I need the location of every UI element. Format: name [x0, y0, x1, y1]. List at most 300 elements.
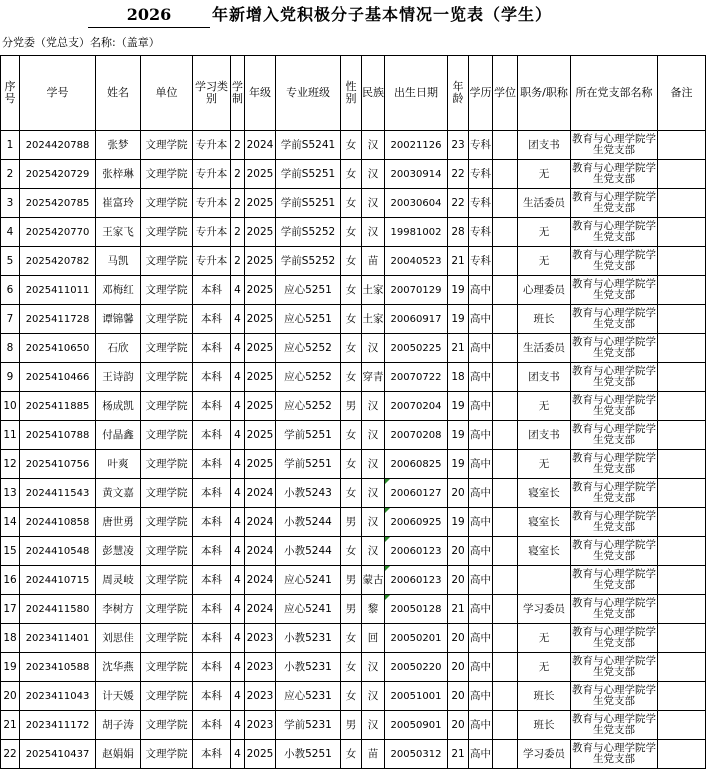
- cell-eth: 汉: [362, 682, 385, 711]
- cell-dob: 20050225: [385, 334, 448, 363]
- cell-edu: 专科: [469, 160, 493, 189]
- cell-grade: 2023: [245, 653, 276, 682]
- cell-branch: 教育与心理学院学生党支部: [571, 160, 658, 189]
- cell-sex: 男: [341, 508, 362, 537]
- table-row: [1, 624, 706, 653]
- cell-no: 2: [1, 160, 20, 189]
- cell-eth: 汉: [362, 392, 385, 421]
- column-header: 姓名: [96, 56, 141, 131]
- cell-name: 张梦: [96, 131, 141, 160]
- cell-cls: 应心5251: [276, 305, 341, 334]
- cell-dob: 20050201: [385, 624, 448, 653]
- cell-type: 本科: [193, 479, 231, 508]
- cell-len: 4: [231, 653, 245, 682]
- cell-cls: 应心5252: [276, 363, 341, 392]
- cell-id: 2025420729: [20, 160, 96, 189]
- cell-age: 19: [448, 421, 469, 450]
- cell-type: 专升本: [193, 247, 231, 276]
- cell-no: 5: [1, 247, 20, 276]
- cell-eth: 汉: [362, 189, 385, 218]
- cell-name: 崔富玲: [96, 189, 141, 218]
- cell-age: 22: [448, 160, 469, 189]
- cell-cls: 学前5251: [276, 421, 341, 450]
- cell-dob: 20060917: [385, 305, 448, 334]
- cell-grade: 2024: [245, 479, 276, 508]
- cell-dob: 20050312: [385, 740, 448, 769]
- column-header: 学号: [20, 56, 96, 131]
- cell-eth: 土家: [362, 276, 385, 305]
- cell-no: 21: [1, 711, 20, 740]
- cell-type: 本科: [193, 334, 231, 363]
- table-row: [1, 479, 706, 508]
- cell-age: 21: [448, 334, 469, 363]
- cell-name: 赵娟娟: [96, 740, 141, 769]
- cell-sex: 男: [341, 392, 362, 421]
- cell-id: 2023411401: [20, 624, 96, 653]
- cell-id: 2024410548: [20, 537, 96, 566]
- cell-edu: 高中: [469, 450, 493, 479]
- cell-age: 20: [448, 624, 469, 653]
- cell-post: 生活委员: [518, 189, 571, 218]
- cell-sex: 女: [341, 682, 362, 711]
- cell-edu: 高中: [469, 682, 493, 711]
- cell-branch: 教育与心理学院学生党支部: [571, 392, 658, 421]
- cell-eth: 汉: [362, 218, 385, 247]
- cell-eth: 汉: [362, 450, 385, 479]
- cell-unit: 文理学院: [141, 334, 193, 363]
- cell-sex: 女: [341, 334, 362, 363]
- cell-grade: 2025: [245, 450, 276, 479]
- table-row: [1, 537, 706, 566]
- cell-sex: 女: [341, 131, 362, 160]
- cell-sex: 男: [341, 595, 362, 624]
- cell-edu: 高中: [469, 479, 493, 508]
- cell-eth: 汉: [362, 711, 385, 740]
- cell-len: 4: [231, 305, 245, 334]
- cell-post: 无: [518, 218, 571, 247]
- cell-cls: 小教5244: [276, 537, 341, 566]
- cell-branch: 教育与心理学院学生党支部: [571, 131, 658, 160]
- cell-cls: 应心5241: [276, 595, 341, 624]
- cell-note: [658, 247, 706, 276]
- cell-no: 7: [1, 305, 20, 334]
- cell-edu: 高中: [469, 305, 493, 334]
- cell-branch: 教育与心理学院学生党支部: [571, 682, 658, 711]
- cell-eth: 苗: [362, 247, 385, 276]
- cell-note: [658, 131, 706, 160]
- cell-no: 10: [1, 392, 20, 421]
- cell-age: 20: [448, 682, 469, 711]
- column-header: 单位: [141, 56, 193, 131]
- cell-type: 专升本: [193, 131, 231, 160]
- cell-type: 本科: [193, 392, 231, 421]
- table-row: [1, 160, 706, 189]
- column-header: 出生日期: [385, 56, 448, 131]
- cell-branch: 教育与心理学院学生党支部: [571, 305, 658, 334]
- cell-no: 17: [1, 595, 20, 624]
- cell-type: 本科: [193, 653, 231, 682]
- cell-name: 石欣: [96, 334, 141, 363]
- cell-no: 18: [1, 624, 20, 653]
- cell-age: 20: [448, 653, 469, 682]
- cell-grade: 2025: [245, 189, 276, 218]
- cell-id: 2025410466: [20, 363, 96, 392]
- cell-edu: 专科: [469, 218, 493, 247]
- cell-id: 2025420785: [20, 189, 96, 218]
- cell-len: 4: [231, 334, 245, 363]
- cell-post: 学习委员: [518, 740, 571, 769]
- cell-dob: 20060925: [385, 508, 448, 537]
- cell-sex: 女: [341, 276, 362, 305]
- cell-id: 2024420788: [20, 131, 96, 160]
- cell-len: 4: [231, 537, 245, 566]
- cell-branch: 教育与心理学院学生党支部: [571, 537, 658, 566]
- cell-id: 2025411728: [20, 305, 96, 334]
- cell-eth: 汉: [362, 160, 385, 189]
- cell-deg: [493, 450, 518, 479]
- cell-id: 2025420770: [20, 218, 96, 247]
- cell-name: 计天媛: [96, 682, 141, 711]
- cell-sex: 女: [341, 421, 362, 450]
- cell-name: 马凯: [96, 247, 141, 276]
- cell-deg: [493, 218, 518, 247]
- cell-age: 23: [448, 131, 469, 160]
- cell-eth: 汉: [362, 537, 385, 566]
- cell-deg: [493, 566, 518, 595]
- table-row: [1, 189, 706, 218]
- cell-branch: 教育与心理学院学生党支部: [571, 450, 658, 479]
- cell-unit: 文理学院: [141, 595, 193, 624]
- cell-cls: 应心5252: [276, 392, 341, 421]
- cell-dob: 20060127: [385, 479, 448, 508]
- table-row: [1, 566, 706, 595]
- cell-unit: 文理学院: [141, 479, 193, 508]
- cell-post: 无: [518, 392, 571, 421]
- cell-no: 12: [1, 450, 20, 479]
- cell-age: 18: [448, 363, 469, 392]
- cell-type: 本科: [193, 740, 231, 769]
- cell-deg: [493, 276, 518, 305]
- column-header: 学历: [469, 56, 493, 131]
- cell-eth: 汉: [362, 421, 385, 450]
- cell-dob: 20051001: [385, 682, 448, 711]
- cell-deg: [493, 740, 518, 769]
- column-header: 年龄: [448, 56, 469, 131]
- cell-deg: [493, 131, 518, 160]
- cell-dob: 20060123: [385, 566, 448, 595]
- table-row: [1, 682, 706, 711]
- cell-unit: 文理学院: [141, 189, 193, 218]
- cell-unit: 文理学院: [141, 624, 193, 653]
- cell-note: [658, 218, 706, 247]
- cell-type: 本科: [193, 595, 231, 624]
- cell-type: 专升本: [193, 160, 231, 189]
- cell-deg: [493, 711, 518, 740]
- cell-age: 19: [448, 305, 469, 334]
- cell-len: 4: [231, 363, 245, 392]
- table-row: [1, 334, 706, 363]
- cell-branch: 教育与心理学院学生党支部: [571, 508, 658, 537]
- table-row: [1, 595, 706, 624]
- cell-len: 4: [231, 479, 245, 508]
- cell-branch: 教育与心理学院学生党支部: [571, 566, 658, 595]
- cell-sex: 男: [341, 711, 362, 740]
- cell-id: 2025410437: [20, 740, 96, 769]
- cell-len: 2: [231, 160, 245, 189]
- cell-grade: 2025: [245, 392, 276, 421]
- cell-unit: 文理学院: [141, 508, 193, 537]
- column-header: 年级: [245, 56, 276, 131]
- cell-unit: 文理学院: [141, 392, 193, 421]
- cell-cls: 应心5231: [276, 682, 341, 711]
- cell-eth: 汉: [362, 508, 385, 537]
- cell-deg: [493, 160, 518, 189]
- table-body: [1, 131, 706, 769]
- cell-type: 本科: [193, 711, 231, 740]
- cell-note: [658, 450, 706, 479]
- cell-note: [658, 479, 706, 508]
- cell-note: [658, 421, 706, 450]
- cell-deg: [493, 247, 518, 276]
- cell-id: 2024411543: [20, 479, 96, 508]
- cell-no: 22: [1, 740, 20, 769]
- cell-note: [658, 682, 706, 711]
- cell-note: [658, 363, 706, 392]
- cell-no: 16: [1, 566, 20, 595]
- cell-branch: 教育与心理学院学生党支部: [571, 276, 658, 305]
- cell-no: 8: [1, 334, 20, 363]
- cell-deg: [493, 392, 518, 421]
- cell-deg: [493, 508, 518, 537]
- cell-len: 4: [231, 392, 245, 421]
- cell-edu: 高中: [469, 276, 493, 305]
- cell-grade: 2023: [245, 624, 276, 653]
- cell-name: 唐世勇: [96, 508, 141, 537]
- cell-dob: 20070204: [385, 392, 448, 421]
- cell-grade: 2025: [245, 276, 276, 305]
- cell-len: 2: [231, 189, 245, 218]
- cell-no: 13: [1, 479, 20, 508]
- cell-edu: 高中: [469, 566, 493, 595]
- cell-post: 寝室长: [518, 508, 571, 537]
- cell-post: 团支书: [518, 421, 571, 450]
- cell-post: 班长: [518, 682, 571, 711]
- cell-cls: 小教5231: [276, 653, 341, 682]
- cell-branch: 教育与心理学院学生党支部: [571, 595, 658, 624]
- cell-note: [658, 624, 706, 653]
- cell-len: 4: [231, 711, 245, 740]
- cell-sex: 女: [341, 160, 362, 189]
- title-row: [0, 0, 712, 33]
- cell-no: 9: [1, 363, 20, 392]
- cell-sex: 女: [341, 537, 362, 566]
- cell-grade: 2025: [245, 218, 276, 247]
- cell-name: 胡子涛: [96, 711, 141, 740]
- table-row: [1, 508, 706, 537]
- cell-type: 本科: [193, 537, 231, 566]
- cell-sex: 女: [341, 305, 362, 334]
- cell-eth: 穿青: [362, 363, 385, 392]
- cell-grade: 2024: [245, 537, 276, 566]
- table-row: [1, 392, 706, 421]
- cell-deg: [493, 363, 518, 392]
- table-row: [1, 421, 706, 450]
- cell-note: [658, 508, 706, 537]
- cell-branch: 教育与心理学院学生党支部: [571, 334, 658, 363]
- cell-post: [518, 566, 571, 595]
- cell-type: 专升本: [193, 218, 231, 247]
- cell-note: [658, 653, 706, 682]
- cell-cls: 学前5231: [276, 711, 341, 740]
- cell-edu: 高中: [469, 334, 493, 363]
- cell-id: 2025411011: [20, 276, 96, 305]
- cell-type: 本科: [193, 421, 231, 450]
- cell-note: [658, 334, 706, 363]
- cell-dob: 20060123: [385, 537, 448, 566]
- cell-len: 4: [231, 508, 245, 537]
- cell-cls: 学前S5251: [276, 189, 341, 218]
- cell-branch: 教育与心理学院学生党支部: [571, 218, 658, 247]
- cell-cls: 学前S5252: [276, 218, 341, 247]
- cell-dob: 20021126: [385, 131, 448, 160]
- column-header: 学位: [493, 56, 518, 131]
- cell-type: 本科: [193, 566, 231, 595]
- table-row: [1, 740, 706, 769]
- cell-sex: 女: [341, 247, 362, 276]
- cell-branch: 教育与心理学院学生党支部: [571, 624, 658, 653]
- cell-name: 张梓琳: [96, 160, 141, 189]
- cell-cls: 小教5231: [276, 624, 341, 653]
- cell-grade: 2025: [245, 421, 276, 450]
- cell-edu: 高中: [469, 653, 493, 682]
- cell-dob: 20050220: [385, 653, 448, 682]
- cell-post: 无: [518, 624, 571, 653]
- cell-cls: 学前S5252: [276, 247, 341, 276]
- cell-deg: [493, 479, 518, 508]
- cell-dob: 20030914: [385, 160, 448, 189]
- cell-dob: 20070129: [385, 276, 448, 305]
- cell-type: 本科: [193, 508, 231, 537]
- member-table: [0, 55, 706, 769]
- cell-len: 2: [231, 247, 245, 276]
- cell-age: 19: [448, 276, 469, 305]
- cell-edu: 高中: [469, 624, 493, 653]
- cell-type: 本科: [193, 305, 231, 334]
- cell-post: 班长: [518, 711, 571, 740]
- cell-grade: 2025: [245, 363, 276, 392]
- table-row: [1, 450, 706, 479]
- cell-age: 20: [448, 566, 469, 595]
- cell-id: 2024411580: [20, 595, 96, 624]
- column-header: 职务/职称: [518, 56, 571, 131]
- cell-sex: 女: [341, 189, 362, 218]
- cell-sex: 女: [341, 624, 362, 653]
- cell-eth: 汉: [362, 334, 385, 363]
- cell-age: 22: [448, 189, 469, 218]
- cell-edu: 专科: [469, 189, 493, 218]
- cell-cls: 小教5251: [276, 740, 341, 769]
- cell-deg: [493, 653, 518, 682]
- cell-type: 专升本: [193, 189, 231, 218]
- cell-id: 2024410858: [20, 508, 96, 537]
- cell-deg: [493, 537, 518, 566]
- cell-eth: 苗: [362, 740, 385, 769]
- cell-note: [658, 305, 706, 334]
- cell-unit: 文理学院: [141, 218, 193, 247]
- cell-sex: 女: [341, 363, 362, 392]
- table-header-row: [1, 56, 706, 131]
- cell-name: 杨成凯: [96, 392, 141, 421]
- cell-grade: 2025: [245, 334, 276, 363]
- cell-cls: 小教5243: [276, 479, 341, 508]
- cell-unit: 文理学院: [141, 305, 193, 334]
- cell-branch: 教育与心理学院学生党支部: [571, 653, 658, 682]
- cell-dob: 20050901: [385, 711, 448, 740]
- column-header: 序号: [1, 56, 20, 131]
- column-header: 所在党支部名称: [571, 56, 658, 131]
- cell-len: 4: [231, 682, 245, 711]
- cell-post: 无: [518, 247, 571, 276]
- cell-deg: [493, 682, 518, 711]
- cell-no: 3: [1, 189, 20, 218]
- cell-cls: 学前S5241: [276, 131, 341, 160]
- cell-no: 19: [1, 653, 20, 682]
- cell-age: 19: [448, 508, 469, 537]
- cell-deg: [493, 624, 518, 653]
- cell-grade: 2024: [245, 566, 276, 595]
- cell-name: 沈华燕: [96, 653, 141, 682]
- cell-grade: 2024: [245, 595, 276, 624]
- cell-deg: [493, 595, 518, 624]
- page-title: 年新增入党积极分子基本情况一览表（学生）: [212, 5, 553, 24]
- cell-no: 15: [1, 537, 20, 566]
- cell-edu: 高中: [469, 595, 493, 624]
- cell-grade: 2025: [245, 160, 276, 189]
- cell-type: 本科: [193, 363, 231, 392]
- cell-name: 邓梅红: [96, 276, 141, 305]
- cell-age: 21: [448, 247, 469, 276]
- column-header: 专业班级: [276, 56, 341, 131]
- cell-age: 20: [448, 537, 469, 566]
- table-row: [1, 276, 706, 305]
- cell-id: 2025411885: [20, 392, 96, 421]
- cell-grade: 2025: [245, 740, 276, 769]
- cell-no: 14: [1, 508, 20, 537]
- table-row: [1, 247, 706, 276]
- cell-len: 2: [231, 131, 245, 160]
- cell-name: 周灵岐: [96, 566, 141, 595]
- cell-deg: [493, 334, 518, 363]
- cell-age: 28: [448, 218, 469, 247]
- cell-cls: 小教5244: [276, 508, 341, 537]
- cell-type: 本科: [193, 276, 231, 305]
- cell-post: 寝室长: [518, 479, 571, 508]
- cell-note: [658, 537, 706, 566]
- cell-grade: 2024: [245, 508, 276, 537]
- cell-deg: [493, 421, 518, 450]
- cell-unit: 文理学院: [141, 682, 193, 711]
- cell-id: 2023411043: [20, 682, 96, 711]
- cell-unit: 文理学院: [141, 131, 193, 160]
- cell-eth: 土家: [362, 305, 385, 334]
- cell-note: [658, 566, 706, 595]
- cell-no: 1: [1, 131, 20, 160]
- cell-edu: 高中: [469, 711, 493, 740]
- cell-post: 班长: [518, 305, 571, 334]
- cell-branch: 教育与心理学院学生党支部: [571, 479, 658, 508]
- cell-post: 无: [518, 450, 571, 479]
- cell-deg: [493, 305, 518, 334]
